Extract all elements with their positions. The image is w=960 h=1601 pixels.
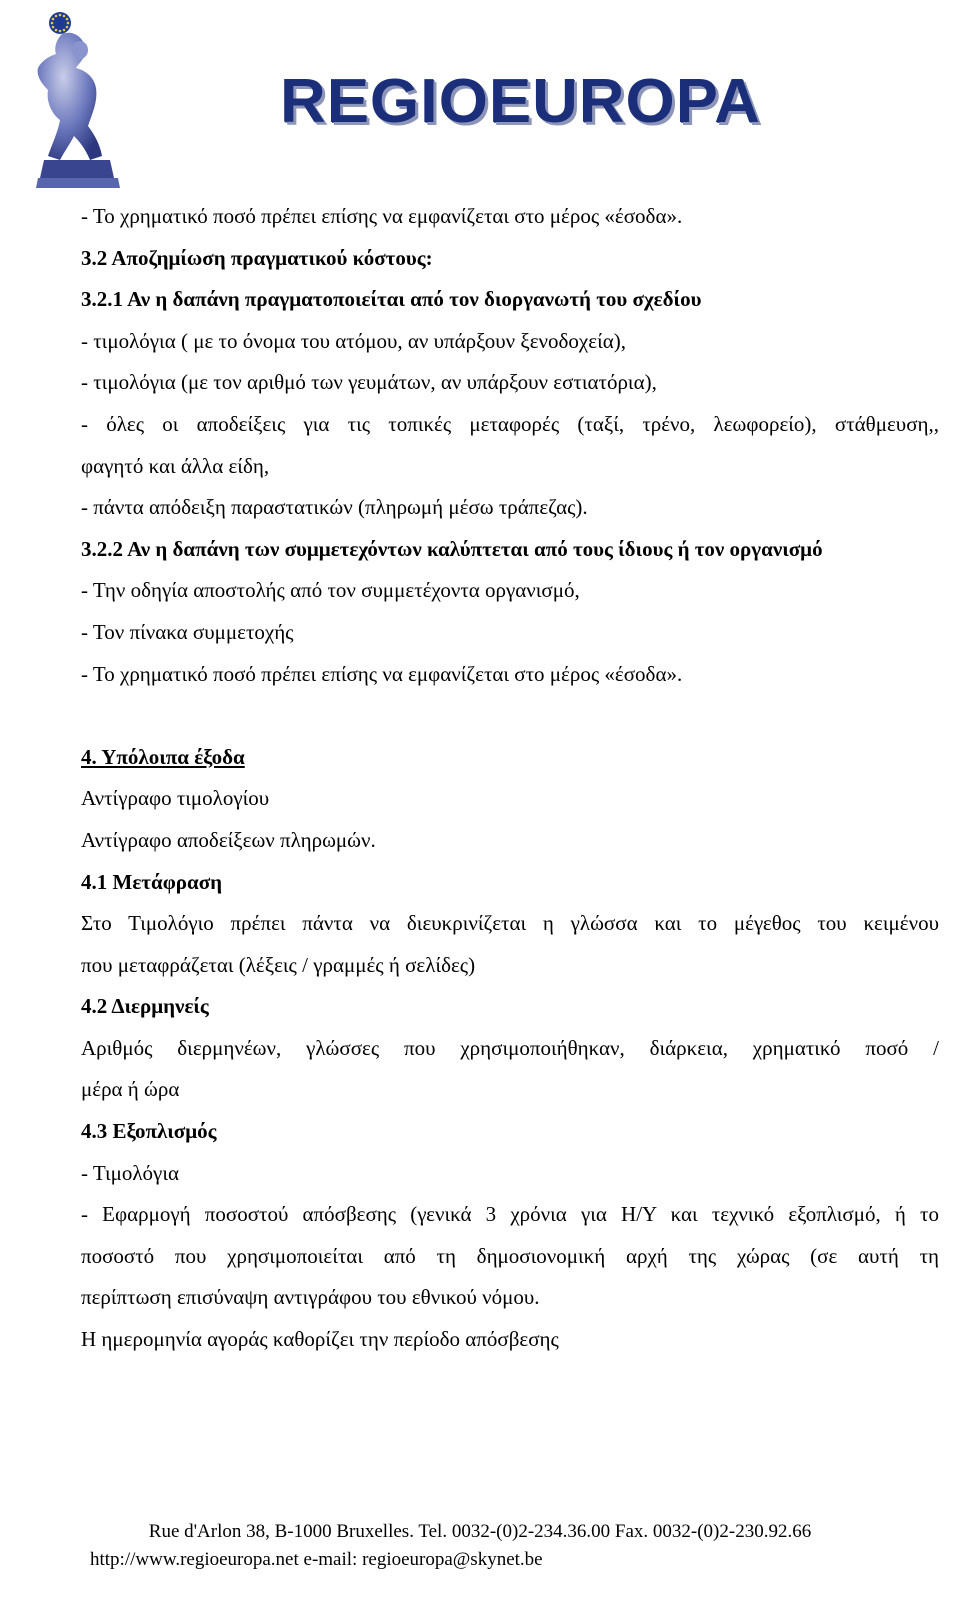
document-body <box>81 196 939 1361</box>
list-item: - πάντα απόδειξη παραστατικών (πληρωμή μέσω τράπεζας). <box>81 495 588 520</box>
text-line: - Το χρηματικό ποσό πρέπει επίσης να εμφανίζεται στο μέρος «έσοδα». <box>81 204 683 228</box>
text-line: Η ημερομηνία αγοράς καθορίζει την περίοδο απόσβεσης <box>81 1327 559 1352</box>
list-item: - όλες οι αποδείξεις για τις τοπικές μεταφορές (ταξί, τρένο, λεωφορείο), στάθμευση,, <box>81 411 939 436</box>
text-line: μέρα ή ώρα <box>81 1077 180 1102</box>
page-footer <box>0 1518 960 1574</box>
list-item: - Τιμολόγια <box>81 1160 179 1185</box>
brand-wordmark: REGIOEUROPA <box>280 67 761 136</box>
list-item: - τιμολόγια (με τον αριθμό των γευμάτων, αν υπάρξουν εστιατόρια), <box>81 370 657 395</box>
text-line: που μεταφράζεται (λέξεις / γραμμές ή σελίδες) <box>81 952 476 977</box>
footer-contact: http://www.regioeuropa.net e-mail: regioeuropa@skynet.be <box>90 1549 543 1570</box>
list-item: - Την οδηγία αποστολής από τον συμμετέχοντα οργανισμό, <box>81 578 580 603</box>
text-line: Αντίγραφο αποδείξεων πληρωμών. <box>81 827 376 852</box>
text-line: περίπτωση επισύναψη αντιγράφου του εθνικού νόμου. <box>81 1285 540 1310</box>
spacer <box>81 695 939 737</box>
footer-address: Rue d'Arlon 38, B-1000 Bruxelles. Tel. 0032-(0)2-234.36.00 Fax. 0032-(0)2-230.92.66 <box>148 1521 812 1542</box>
subsection-heading: 3.2.2 Αν η δαπάνη των συμμετεχόντων καλύπτεται από τους ίδιους ή τον οργανισμό <box>81 536 823 561</box>
text-line: Αριθμός διερμηνέων, γλώσσες που χρησιμοποιήθηκαν, διάρκεια, χρηματικό ποσό / <box>81 1035 939 1060</box>
subsection-heading: 3.2.1 Αν η δαπάνη πραγματοποιείται από τον διοργανωτή του σχεδίου <box>81 287 702 312</box>
list-item: - Εφαρμογή ποσοστού απόσβεσης (γενικά 3 χρόνια για Η/Υ και τεχνικό εξοπλισμό, ή το <box>81 1202 939 1227</box>
subsection-heading: 4.2 Διερμηνείς <box>81 994 209 1019</box>
letterhead <box>0 0 960 200</box>
eu-stars-icon <box>49 12 71 34</box>
discus-thrower-logo-icon <box>30 10 125 195</box>
text-line: Αντίγραφο τιμολογίου <box>81 786 270 811</box>
list-item: - τιμολόγια ( με το όνομα του ατόμου, αν υπάρξουν ξενοδοχεία), <box>81 328 626 353</box>
subsection-heading: 4.1 Μετάφραση <box>81 869 223 894</box>
section-heading: 4. Υπόλοιπα έξοδα <box>81 744 245 769</box>
text-line: Στο Τιμολόγιο πρέπει πάντα να διευκρινίζεται η γλώσσα και το μέγεθος του κειμένου <box>81 911 939 936</box>
subsection-heading: 4.3 Εξοπλισμός <box>81 1119 217 1144</box>
section-heading: 3.2 Αποζημίωση πραγματικού κόστους: <box>81 245 433 270</box>
list-item: - Το χρηματικό ποσό πρέπει επίσης να εμφανίζεται στο μέρος «έσοδα». <box>81 661 683 686</box>
text-line: φαγητό και άλλα είδη, <box>81 453 270 478</box>
list-item: - Τον πίνακα συμμετοχής <box>81 619 294 644</box>
text-line: ποσοστό που χρησιμοποιείται από τη δημοσιονομική αρχή της χώρας (σε αυτή τη <box>81 1243 939 1268</box>
